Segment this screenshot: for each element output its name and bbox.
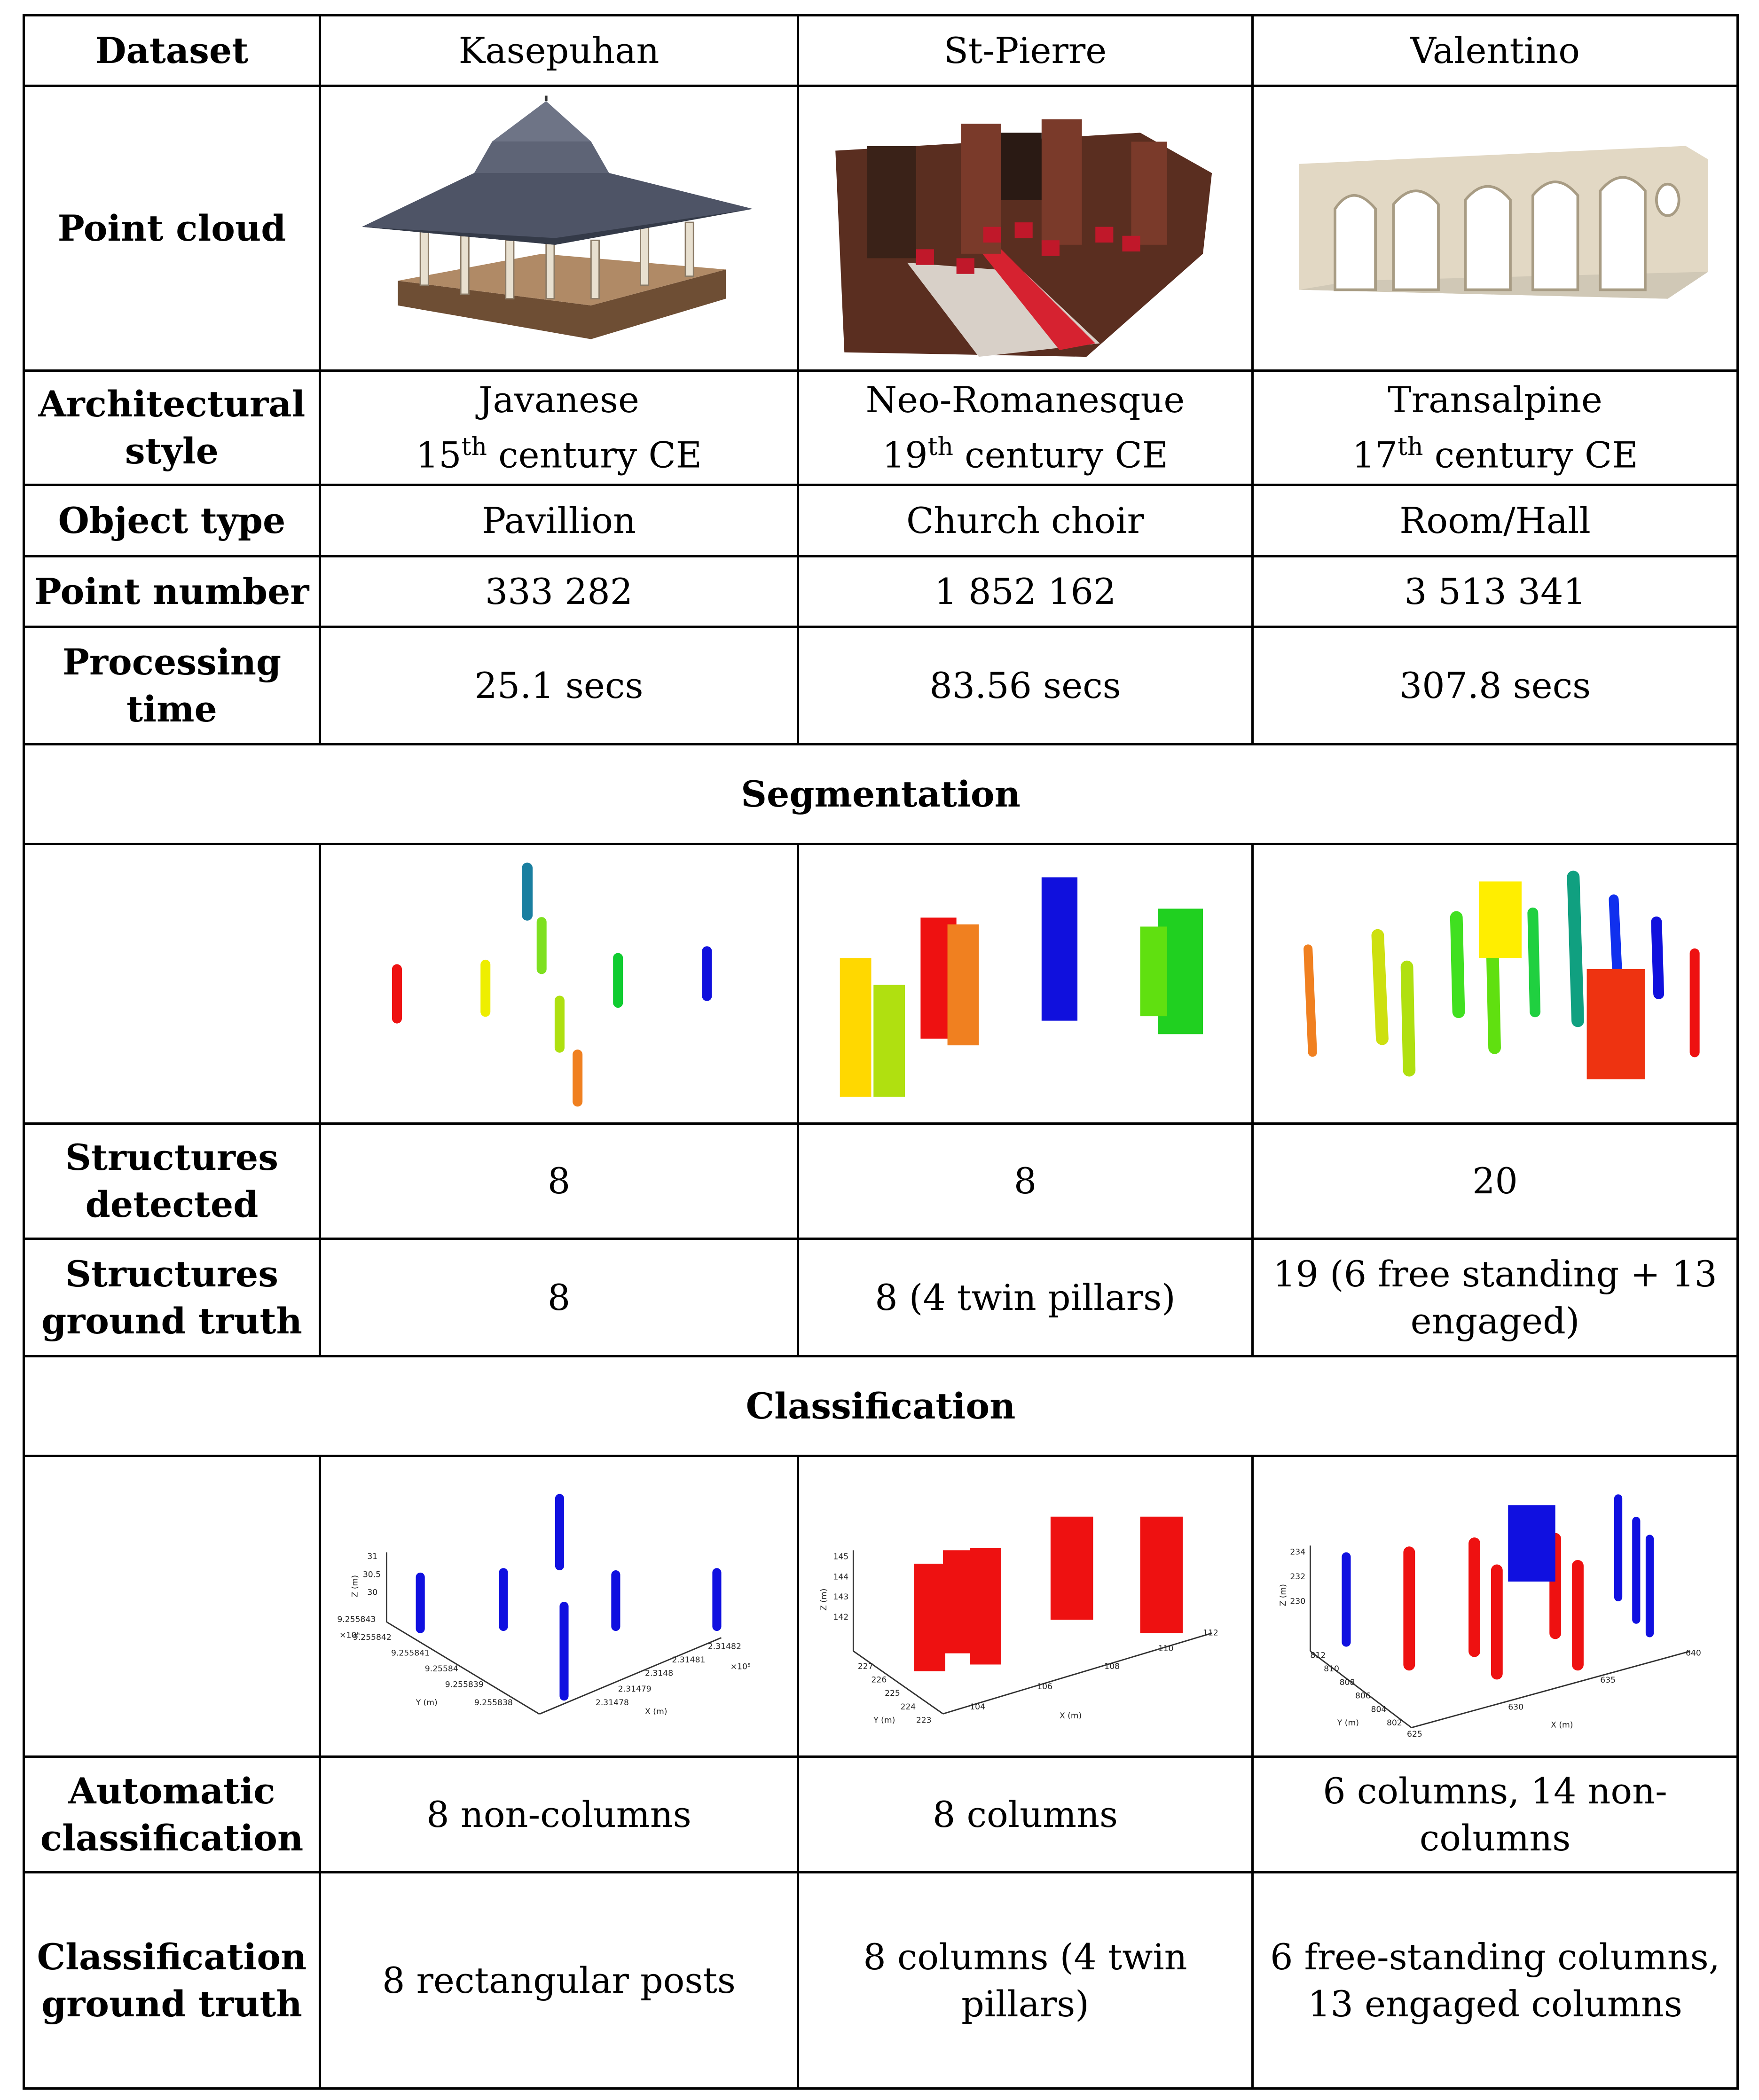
svg-text:227: 227 — [857, 1661, 873, 1671]
automatic-classification-row — [24, 1757, 1738, 1873]
svg-text:806: 806 — [1355, 1691, 1371, 1701]
svg-text:223: 223 — [916, 1716, 932, 1725]
structures-gt-stpierre: 8 (4 twin pillars) — [798, 1239, 1253, 1356]
svg-text:9.25584: 9.25584 — [424, 1664, 458, 1674]
svg-text:9.255841: 9.255841 — [391, 1648, 430, 1658]
svg-text:Y (m): Y (m) — [1337, 1718, 1359, 1728]
svg-text:Y (m): Y (m) — [873, 1716, 895, 1725]
classification-heading: Classification — [24, 1356, 1738, 1456]
point-number-kasepuhan: 333 282 — [320, 556, 798, 627]
processing-time-label: Processing time — [24, 627, 320, 744]
stpierre-classification — [798, 1456, 1253, 1757]
svg-text:2.31481: 2.31481 — [672, 1655, 706, 1665]
object-type-valentino: Room/Hall — [1253, 485, 1738, 556]
structures-detected-row — [24, 1124, 1738, 1239]
svg-text:106: 106 — [1037, 1682, 1053, 1692]
pavilion-image — [330, 87, 787, 369]
style-valentino: Transalpine 17th century CE — [1253, 371, 1738, 485]
church-choir-image — [809, 87, 1242, 369]
point-number-valentino: 3 513 341 — [1253, 556, 1738, 627]
kasepuhan-3d-plot — [330, 1457, 787, 1755]
object-type-stpierre: Church choir — [798, 485, 1253, 556]
stpierre-segments-image — [809, 845, 1242, 1122]
stpierre-point-cloud — [798, 86, 1253, 371]
segmentation-empty-cell — [24, 844, 320, 1124]
class-gt-valentino: 6 free-standing columns, 13 engaged columns — [1253, 1873, 1738, 2089]
object-type-kasepuhan: Pavillion — [320, 485, 798, 556]
auto-class-valentino: 6 columns, 14 non- columns — [1253, 1757, 1738, 1873]
object-type-row — [24, 485, 1738, 556]
svg-text:104: 104 — [970, 1702, 985, 1712]
svg-text:812: 812 — [1310, 1651, 1326, 1661]
svg-text:142: 142 — [833, 1613, 849, 1622]
structures-detected-label: Structures detected — [24, 1124, 320, 1239]
structures-ground-truth-label: Structures ground truth — [24, 1239, 320, 1356]
svg-text:143: 143 — [833, 1592, 849, 1602]
svg-text:2.31482: 2.31482 — [707, 1642, 741, 1652]
structures-gt-kasepuhan: 8 — [320, 1239, 798, 1356]
header-valentino: Valentino — [1253, 16, 1738, 86]
kasepuhan-segments-image — [330, 845, 787, 1122]
svg-text:9.255842: 9.255842 — [353, 1633, 392, 1643]
svg-text:9.255843: 9.255843 — [337, 1614, 376, 1624]
header-stpierre: St-Pierre — [798, 16, 1253, 86]
valentino-3d-plot — [1263, 1457, 1727, 1755]
svg-text:804: 804 — [1371, 1705, 1387, 1715]
auto-class-kasepuhan: 8 non-columns — [320, 1757, 798, 1873]
structures-ground-truth-row — [24, 1239, 1738, 1356]
auto-class-stpierre: 8 columns — [798, 1757, 1253, 1873]
structures-detected-kasepuhan: 8 — [320, 1124, 798, 1239]
point-number-label: Point number — [24, 556, 320, 627]
svg-text:30: 30 — [367, 1588, 378, 1598]
svg-text:2.31478: 2.31478 — [595, 1698, 629, 1708]
point-number-stpierre: 1 852 162 — [798, 556, 1253, 627]
svg-text:224: 224 — [900, 1702, 916, 1712]
valentino-segments-image — [1263, 845, 1727, 1122]
point-cloud-label: Point cloud — [24, 86, 320, 371]
classification-empty-cell — [24, 1456, 320, 1757]
classification-ground-truth-row — [24, 1873, 1738, 2089]
segmentation-image-row — [24, 844, 1738, 1124]
svg-text:9.255839: 9.255839 — [445, 1680, 484, 1690]
class-gt-stpierre: 8 columns (4 twin pillars) — [798, 1873, 1253, 2089]
svg-text:630: 630 — [1508, 1702, 1524, 1712]
point-number-row — [24, 556, 1738, 627]
svg-text:Z (m): Z (m) — [819, 1588, 829, 1611]
svg-text:Z (m): Z (m) — [350, 1575, 360, 1598]
processing-time-row — [24, 627, 1738, 744]
svg-text:112: 112 — [1203, 1628, 1218, 1638]
architectural-style-label: Architectural style — [24, 371, 320, 485]
svg-text:110: 110 — [1158, 1644, 1174, 1653]
processing-time-valentino: 307.8 secs — [1253, 627, 1738, 744]
svg-text:232: 232 — [1290, 1572, 1306, 1582]
svg-text:802: 802 — [1387, 1718, 1402, 1728]
style-kasepuhan: Javanese 15th century CE — [320, 371, 798, 485]
svg-text:Y (m): Y (m) — [416, 1698, 438, 1708]
svg-text:9.255838: 9.255838 — [474, 1698, 513, 1708]
segmentation-heading: Segmentation — [24, 744, 1738, 844]
svg-text:2.31479: 2.31479 — [618, 1685, 652, 1694]
kasepuhan-segmentation — [320, 844, 798, 1124]
header-kasepuhan: Kasepuhan — [320, 16, 798, 86]
svg-text:144: 144 — [833, 1572, 849, 1582]
svg-text:×10⁵: ×10⁵ — [730, 1662, 751, 1672]
svg-text:635: 635 — [1600, 1676, 1616, 1685]
stpierre-3d-plot — [809, 1457, 1242, 1755]
valentino-point-cloud — [1253, 86, 1738, 371]
svg-text:108: 108 — [1104, 1661, 1120, 1671]
classification-plot-row — [24, 1456, 1738, 1757]
kasepuhan-classification — [320, 1456, 798, 1757]
processing-time-stpierre: 83.56 secs — [798, 627, 1253, 744]
svg-text:X (m): X (m) — [1551, 1720, 1573, 1730]
automatic-classification-label: Automatic classification — [24, 1757, 320, 1873]
valentino-classification — [1253, 1456, 1738, 1757]
svg-text:225: 225 — [885, 1689, 900, 1699]
svg-text:230: 230 — [1290, 1597, 1306, 1606]
processing-time-kasepuhan: 25.1 secs — [320, 627, 798, 744]
class-gt-kasepuhan: 8 rectangular posts — [320, 1873, 798, 2089]
svg-text:226: 226 — [871, 1675, 887, 1685]
room-hall-image — [1263, 87, 1727, 369]
valentino-segmentation — [1253, 844, 1738, 1124]
header-row — [24, 16, 1738, 86]
svg-text:640: 640 — [1686, 1648, 1701, 1658]
svg-text:810: 810 — [1324, 1664, 1339, 1674]
header-dataset: Dataset — [24, 16, 320, 86]
point-cloud-row — [24, 86, 1738, 371]
classification-section-row — [24, 1356, 1738, 1456]
svg-text:Z (m): Z (m) — [1278, 1584, 1288, 1606]
svg-text:X (m): X (m) — [1059, 1711, 1082, 1721]
structures-gt-valentino: 19 (6 free standing + 13 engaged) — [1253, 1239, 1738, 1356]
classification-ground-truth-label: Classification ground truth — [24, 1873, 320, 2089]
svg-text:×10⁶: ×10⁶ — [339, 1630, 360, 1640]
svg-text:808: 808 — [1339, 1677, 1355, 1687]
svg-text:145: 145 — [833, 1552, 849, 1562]
style-stpierre: Neo-Romanesque 19th century CE — [798, 371, 1253, 485]
svg-text:625: 625 — [1407, 1729, 1422, 1739]
svg-text:234: 234 — [1290, 1547, 1306, 1557]
results-table — [23, 14, 1739, 2090]
svg-text:31: 31 — [367, 1552, 378, 1562]
kasepuhan-point-cloud — [320, 86, 798, 371]
segmentation-section-row — [24, 744, 1738, 844]
svg-text:X (m): X (m) — [645, 1707, 667, 1716]
stpierre-segmentation — [798, 844, 1253, 1124]
svg-text:30.5: 30.5 — [362, 1570, 381, 1580]
structures-detected-stpierre: 8 — [798, 1124, 1253, 1239]
object-type-label: Object type — [24, 485, 320, 556]
svg-text:2.3148: 2.3148 — [645, 1669, 674, 1678]
architectural-style-row — [24, 371, 1738, 485]
structures-detected-valentino: 20 — [1253, 1124, 1738, 1239]
